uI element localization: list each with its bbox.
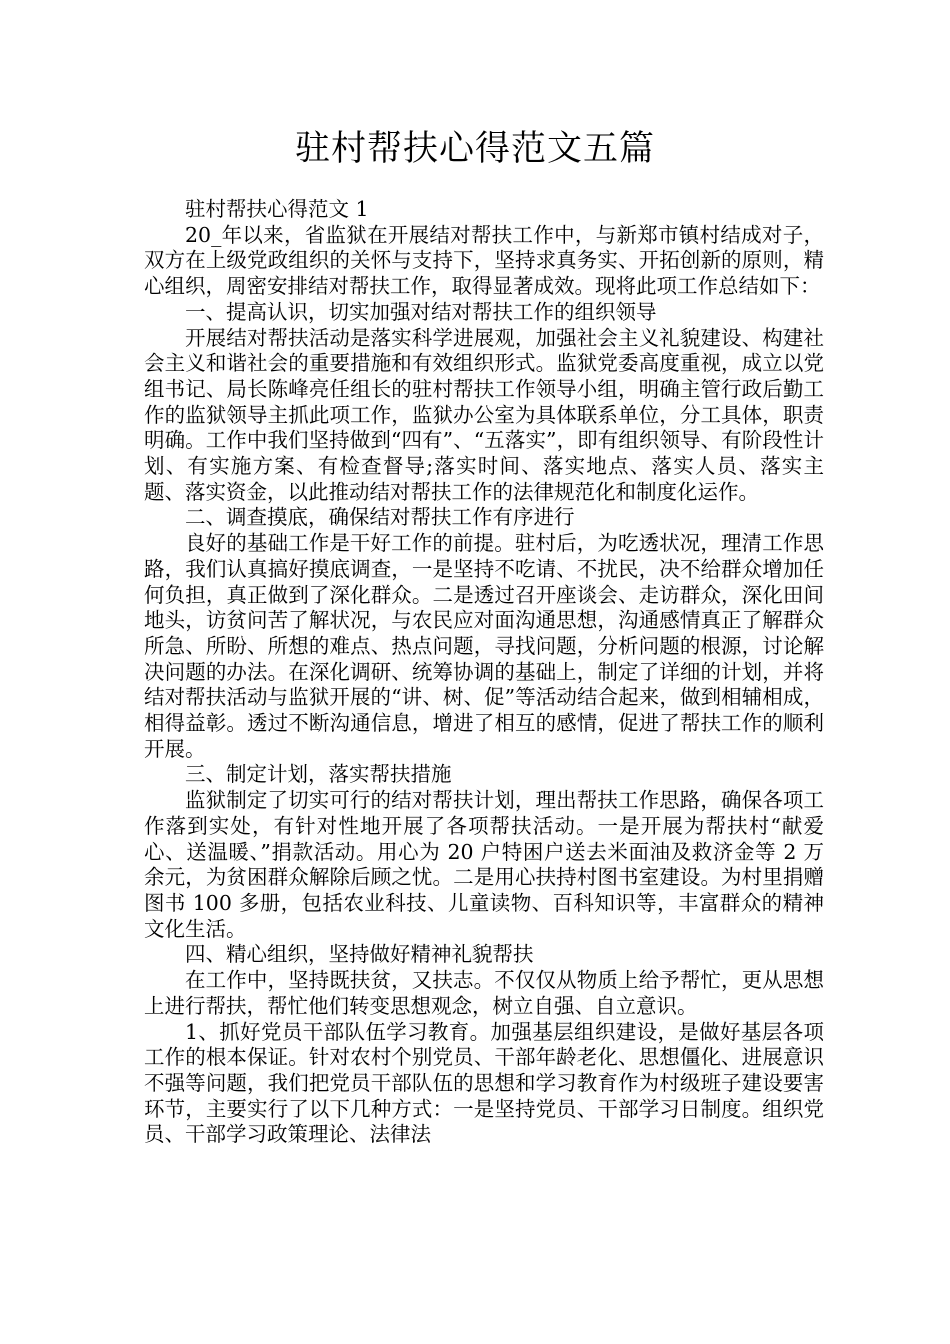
section-heading: 四、精心组织，坚持做好精神礼貌帮扶 (185, 942, 534, 967)
paragraph: 良好的基础工作是干好工作的前提。驻村后，为吃透状况，理清工作思路，我们认真搞好摸底调查，一是坚持不吃请、不扰民，决不给群众增加任何负担，真正做到了深化群众。二是透过召开座谈会、走访群众，深化田间地头，访贫问苦了解状况，与农民应对面沟通思想，沟通感情真正了解群众所急、所盼、所想的难点、热点问题，寻找问题，分析问题的根源，讨论解决问题的办法。在深化调研、统筹协调的基础上，制定了详细的计划，并将结对帮扶活动与监狱开展的“讲、树、促”等活动结合起来，做到相辅相成，相得益彰。透过不断沟通信息，增进了相互的感情，促进了帮扶工作的顺利开展。 (144, 531, 824, 761)
section-heading: 二、调查摸底，确保结对帮扶工作有序进行 (185, 505, 575, 530)
paragraph: 1、抓好党员干部队伍学习教育。加强基层组织建设，是做好基层各项工作的根本保证。针对农村个别党员、干部年龄老化、思想僵化、进展意识不强等问题，我们把党员干部队伍的思想和学习教育作为村级班子建设要害环节，主要实行了以下几种方式：一是坚持党员、干部学习日制度。组织党员、干部学习政策理论、法律法 (144, 1019, 824, 1147)
document-body (144, 197, 824, 1148)
paragraph: 在工作中，坚持既扶贫，又扶志。不仅仅从物质上给予帮忙，更从思想上进行帮扶，帮忙他们转变思想观念，树立自强、自立意识。 (144, 968, 824, 1018)
paragraph: 20_年以来，省监狱在开展结对帮扶工作中，与新郑市镇村结成对子，双方在上级党政组织的关怀与支持下，坚持求真务实、开拓创新的原则，精心组织，周密安排结对帮扶工作，取得显著成效。现将此项工作总结如下： (144, 222, 824, 299)
document-title: 驻村帮扶心得范文五篇 (294, 129, 655, 169)
section-heading: 一、提高认识，切实加强对结对帮扶工作的组织领导 (185, 299, 657, 324)
paragraph: 监狱制定了切实可行的结对帮扶计划，理出帮扶工作思路，确保各项工作落到实处，有针对性地开展了各项帮扶活动。一是开展为帮扶村“献爱心、送温暖、”捐款活动。用心为 20 户特困户送去米面油及救济金等 2 万余元，为贫困群众解除后顾之忧。二是用心扶持村图书室建设。为村里捐赠图书 100 多册，包括农业科技、儿童读物、百科知识等，丰富群众的精神文化生活。 (144, 788, 824, 941)
section-heading: 三、制定计划，落实帮扶措施 (185, 762, 452, 787)
paragraph-subtitle: 驻村帮扶心得范文 1 (185, 197, 369, 221)
paragraph: 开展结对帮扶活动是落实科学进展观，加强社会主义礼貌建设、构建社会主义和谐社会的重要措施和有效组织形式。监狱党委高度重视，成立以党组书记、局长陈峰亮任组长的驻村帮扶工作领导小组，明确主管行政后勤工作的监狱领导主抓此项工作，监狱办公室为具体联系单位，分工具体，职责明确。工作中我们坚持做到“四有”、“五落实”，即有组织领导、有阶段性计划、有实施方案、有检查督导;落实时间、落实地点、落实人员、落实主题、落实资金，以此推动结对帮扶工作的法律规范化和制度化运作。 (144, 325, 824, 504)
